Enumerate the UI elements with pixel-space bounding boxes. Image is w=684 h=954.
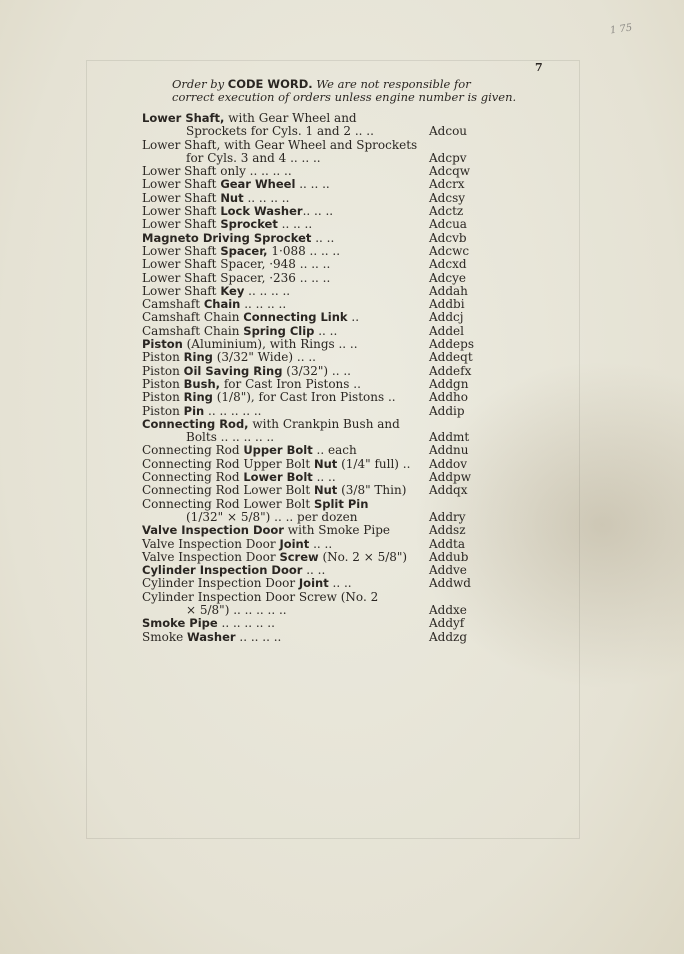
code-word: Adcpv	[429, 150, 467, 165]
code-word: Addta	[429, 536, 466, 551]
code-word: Adcqw	[429, 164, 471, 179]
part-row	[142, 139, 472, 152]
part-text: Lower Shaft	[142, 204, 221, 219]
part-description	[142, 337, 358, 351]
part-name-bold: Bush,	[183, 376, 221, 391]
part-row	[142, 232, 472, 245]
part-name-bold: Magneto Driving Sprocket	[142, 230, 312, 245]
part-description	[142, 390, 396, 404]
code-word-label: CODE WORD.	[227, 77, 313, 91]
part-name-bold: Spacer,	[220, 243, 268, 258]
page-number: 7	[535, 61, 543, 74]
part-description	[142, 244, 340, 258]
part-description	[142, 204, 333, 218]
part-description	[142, 603, 287, 617]
part-name-bold: Screw	[279, 549, 319, 564]
part-text: .. ..	[302, 563, 326, 578]
code-word: Addefx	[429, 363, 472, 378]
code-word: Addub	[429, 549, 469, 564]
code-word: Adcye	[429, 270, 466, 285]
part-name-bold: Key	[220, 283, 245, 298]
part-row	[142, 125, 472, 138]
part-name-bold: Upper Bolt	[243, 443, 313, 458]
part-text: Connecting Rod Upper Bolt	[142, 456, 314, 471]
part-name-bold: Oil Saving Ring	[183, 363, 283, 378]
part-text: .. .. ..	[302, 204, 334, 219]
part-text: with Smoke Pipe	[283, 523, 390, 538]
part-text: Connecting Rod Lower Bolt	[142, 496, 314, 511]
part-name-bold: Cylinder Inspection Door	[142, 563, 303, 578]
part-name-bold: Connecting Link	[243, 310, 348, 325]
part-text: Piston	[142, 350, 184, 365]
code-word: Addnu	[429, 443, 469, 458]
part-text: Piston	[142, 376, 184, 391]
part-row	[142, 551, 472, 564]
part-row	[142, 498, 472, 511]
code-word: Addov	[429, 456, 468, 471]
header-text-b: We are not responsible for	[312, 77, 471, 91]
part-text: .. .. .. ..	[243, 190, 290, 205]
part-text: .. .. .. ..	[235, 629, 282, 644]
part-text: .. ..	[311, 230, 335, 245]
part-row	[142, 218, 472, 231]
part-text: Lower Shaft	[142, 177, 221, 192]
code-word: Addbi	[429, 297, 465, 312]
part-text: .. .. ..	[277, 217, 313, 232]
part-description	[142, 590, 378, 604]
part-description	[142, 377, 361, 391]
part-text: for Cast Iron Pistons ..	[220, 376, 361, 391]
part-description	[142, 443, 357, 457]
part-text: .. each	[312, 443, 357, 458]
code-word: Adcou	[429, 124, 468, 139]
part-description	[142, 630, 281, 644]
part-text: Piston	[142, 363, 184, 378]
part-text: Piston	[142, 403, 184, 418]
part-row	[142, 378, 472, 391]
code-word: Addzg	[429, 629, 468, 644]
part-row	[142, 325, 472, 338]
part-row	[142, 365, 472, 378]
part-row	[142, 458, 472, 471]
code-word: Addgn	[429, 376, 469, 391]
part-text: Connecting Rod Lower Bolt	[142, 483, 314, 498]
part-description	[142, 231, 334, 245]
part-text: .. ..	[328, 576, 352, 591]
part-description	[142, 417, 400, 431]
part-description	[142, 257, 330, 271]
part-text: (1/4" full) ..	[337, 456, 411, 471]
part-description	[142, 563, 325, 577]
part-text: Connecting Rod	[142, 470, 244, 485]
header-text-a: Order by	[172, 77, 228, 91]
part-row	[142, 205, 472, 218]
code-word: Adctz	[429, 204, 464, 219]
part-row	[142, 298, 472, 311]
part-name-bold: Gear Wheel	[220, 177, 296, 192]
part-row	[142, 338, 472, 351]
code-word: Adcxd	[429, 257, 467, 272]
part-description	[142, 124, 374, 138]
part-name-bold: Split Pin	[313, 496, 369, 511]
part-text: .. ..	[312, 470, 336, 485]
part-text: Valve Inspection Door	[142, 536, 280, 551]
part-row	[142, 351, 472, 364]
part-description	[142, 151, 321, 165]
header-line-2: correct execution of orders unless engine number is given.	[172, 90, 517, 104]
part-text: Camshaft Chain	[142, 323, 244, 338]
part-name-bold: Lower Bolt	[243, 470, 313, 485]
part-row	[142, 431, 472, 444]
part-text: ..	[347, 310, 360, 325]
part-text: Connecting Rod	[142, 443, 244, 458]
part-row	[142, 152, 472, 165]
part-row	[142, 245, 472, 258]
part-row	[142, 484, 472, 497]
part-description	[142, 271, 330, 285]
part-text: for Cyls. 3 and 4 .. .. ..	[186, 150, 321, 165]
part-row	[142, 405, 472, 418]
part-text: Lower Shaft	[142, 243, 221, 258]
code-word: Addmt	[429, 430, 470, 445]
code-word: Addip	[429, 403, 465, 418]
part-text: Lower Shaft, with Gear Wheel and Sprockets	[142, 137, 418, 152]
part-text: Valve Inspection Door	[142, 549, 280, 564]
part-text: (3/8" Thin)	[337, 483, 407, 498]
part-text: Smoke	[142, 629, 188, 644]
part-text: (1/32" × 5/8") .. .. per dozen	[186, 509, 358, 524]
part-text: 1·088 .. .. ..	[267, 243, 341, 258]
part-name-bold: Chain	[203, 297, 241, 312]
code-word: Addwd	[429, 576, 471, 591]
code-word: Addho	[429, 390, 468, 405]
part-text: Piston	[142, 390, 184, 405]
code-word: Addpw	[429, 470, 471, 485]
part-description	[142, 297, 286, 311]
part-name-bold: Valve Inspection Door	[142, 523, 284, 538]
part-row	[142, 192, 472, 205]
code-word: Addel	[429, 323, 464, 338]
code-word: Addeqt	[429, 350, 473, 365]
code-word: Adcrx	[429, 177, 465, 192]
part-description	[142, 576, 352, 590]
part-text: (Aluminium), with Rings .. ..	[182, 337, 358, 352]
part-name-bold: Spring Clip	[243, 323, 315, 338]
part-description	[142, 404, 261, 418]
part-row	[142, 178, 472, 191]
part-name-bold: Piston	[142, 337, 183, 352]
part-row	[142, 418, 472, 431]
part-text: (3/32") .. ..	[282, 363, 351, 378]
part-row	[142, 538, 472, 551]
part-row	[142, 511, 472, 524]
part-description	[142, 191, 289, 205]
code-word: Addxe	[429, 602, 467, 617]
part-row	[142, 165, 472, 178]
part-text: Lower Shaft only .. .. .. ..	[142, 164, 292, 179]
part-description	[142, 550, 407, 564]
part-text: .. .. .. .. ..	[217, 616, 275, 631]
part-text: Lower Shaft	[142, 283, 221, 298]
part-description	[142, 470, 336, 484]
part-text: Camshaft	[142, 297, 204, 312]
part-name-bold: Nut	[313, 456, 338, 471]
part-row	[142, 617, 472, 630]
part-description	[142, 510, 357, 524]
part-row	[142, 391, 472, 404]
part-name-bold: Joint	[298, 576, 329, 591]
part-row	[142, 112, 472, 125]
part-description	[142, 350, 316, 364]
part-name-bold: Pin	[183, 403, 205, 418]
part-description	[142, 284, 290, 298]
part-text: .. .. .. ..	[244, 283, 291, 298]
code-word: Adcwc	[429, 243, 470, 258]
part-name-bold: Ring	[183, 350, 213, 365]
part-text: × 5/8") .. .. .. .. ..	[186, 602, 287, 617]
part-description	[142, 364, 351, 378]
order-instructions	[172, 78, 522, 104]
part-name-bold: Nut	[313, 483, 338, 498]
part-row	[142, 444, 472, 457]
part-description	[142, 111, 357, 125]
code-word: Addqx	[429, 483, 468, 498]
part-row	[142, 258, 472, 271]
part-row	[142, 524, 472, 537]
code-word: Addsz	[429, 523, 466, 538]
part-name-bold: Smoke Pipe	[142, 616, 218, 631]
part-text: Sprockets for Cyls. 1 and 2 .. ..	[186, 124, 374, 139]
part-row	[142, 272, 472, 285]
code-word: Addeps	[429, 337, 474, 352]
part-text: Lower Shaft	[142, 217, 221, 232]
part-row	[142, 591, 472, 604]
code-word: Adcvb	[429, 230, 467, 245]
part-description	[142, 177, 330, 191]
part-row	[142, 471, 472, 484]
part-text: Lower Shaft	[142, 190, 221, 205]
part-text: Cylinder Inspection Door Screw (No. 2	[142, 589, 379, 604]
part-text: .. ..	[314, 323, 338, 338]
part-name-bold: Lock Washer	[220, 204, 303, 219]
part-text: with Crankpin Bush and	[248, 416, 400, 431]
part-name-bold: Washer	[187, 629, 236, 644]
part-description	[142, 217, 312, 231]
part-row	[142, 631, 472, 644]
corner-note: 1 75	[609, 22, 633, 37]
part-description	[142, 310, 359, 324]
part-text: (1/8"), for Cast Iron Pistons ..	[212, 390, 396, 405]
part-row	[142, 577, 472, 590]
part-row	[142, 311, 472, 324]
part-name-bold: Joint	[279, 536, 310, 551]
part-text: Bolts .. .. .. .. ..	[186, 430, 275, 445]
part-text: with Gear Wheel and	[224, 111, 357, 125]
code-word: Addyf	[429, 616, 465, 631]
part-text: .. .. .. .. ..	[204, 403, 262, 418]
part-row	[142, 285, 472, 298]
part-text: Camshaft Chain	[142, 310, 244, 325]
part-text: Cylinder Inspection Door	[142, 576, 299, 591]
part-name-bold: Sprocket	[220, 217, 278, 232]
part-text: Lower Shaft Spacer, ·948 .. .. ..	[142, 257, 331, 272]
part-text: .. .. .. ..	[240, 297, 287, 312]
part-description	[142, 430, 274, 444]
part-text: (No. 2 × 5/8")	[318, 549, 408, 564]
part-text: .. .. ..	[295, 177, 330, 192]
part-name-bold: Ring	[183, 390, 213, 405]
part-description	[142, 324, 337, 338]
code-word: Adcua	[429, 217, 467, 232]
part-text: .. ..	[309, 536, 333, 551]
part-description	[142, 497, 368, 511]
part-description	[142, 483, 406, 497]
part-name-bold: Lower Shaft,	[142, 111, 225, 125]
parts-list	[142, 112, 472, 644]
code-word: Adcsy	[429, 190, 466, 205]
part-description	[142, 537, 332, 551]
part-text: (3/32" Wide) .. ..	[212, 350, 316, 365]
code-word: Addry	[429, 509, 466, 524]
part-description	[142, 164, 292, 178]
part-text: Lower Shaft Spacer, ·236 .. .. ..	[142, 270, 331, 285]
code-word: Addcj	[429, 310, 464, 325]
part-description	[142, 523, 390, 537]
part-name-bold: Connecting Rod,	[142, 416, 249, 431]
part-description	[142, 457, 410, 471]
part-name-bold: Nut	[220, 190, 244, 205]
code-word: Addve	[429, 563, 467, 578]
part-description	[142, 138, 417, 152]
part-description	[142, 616, 275, 630]
part-row	[142, 604, 472, 617]
code-word: Addah	[429, 283, 468, 298]
part-row	[142, 564, 472, 577]
